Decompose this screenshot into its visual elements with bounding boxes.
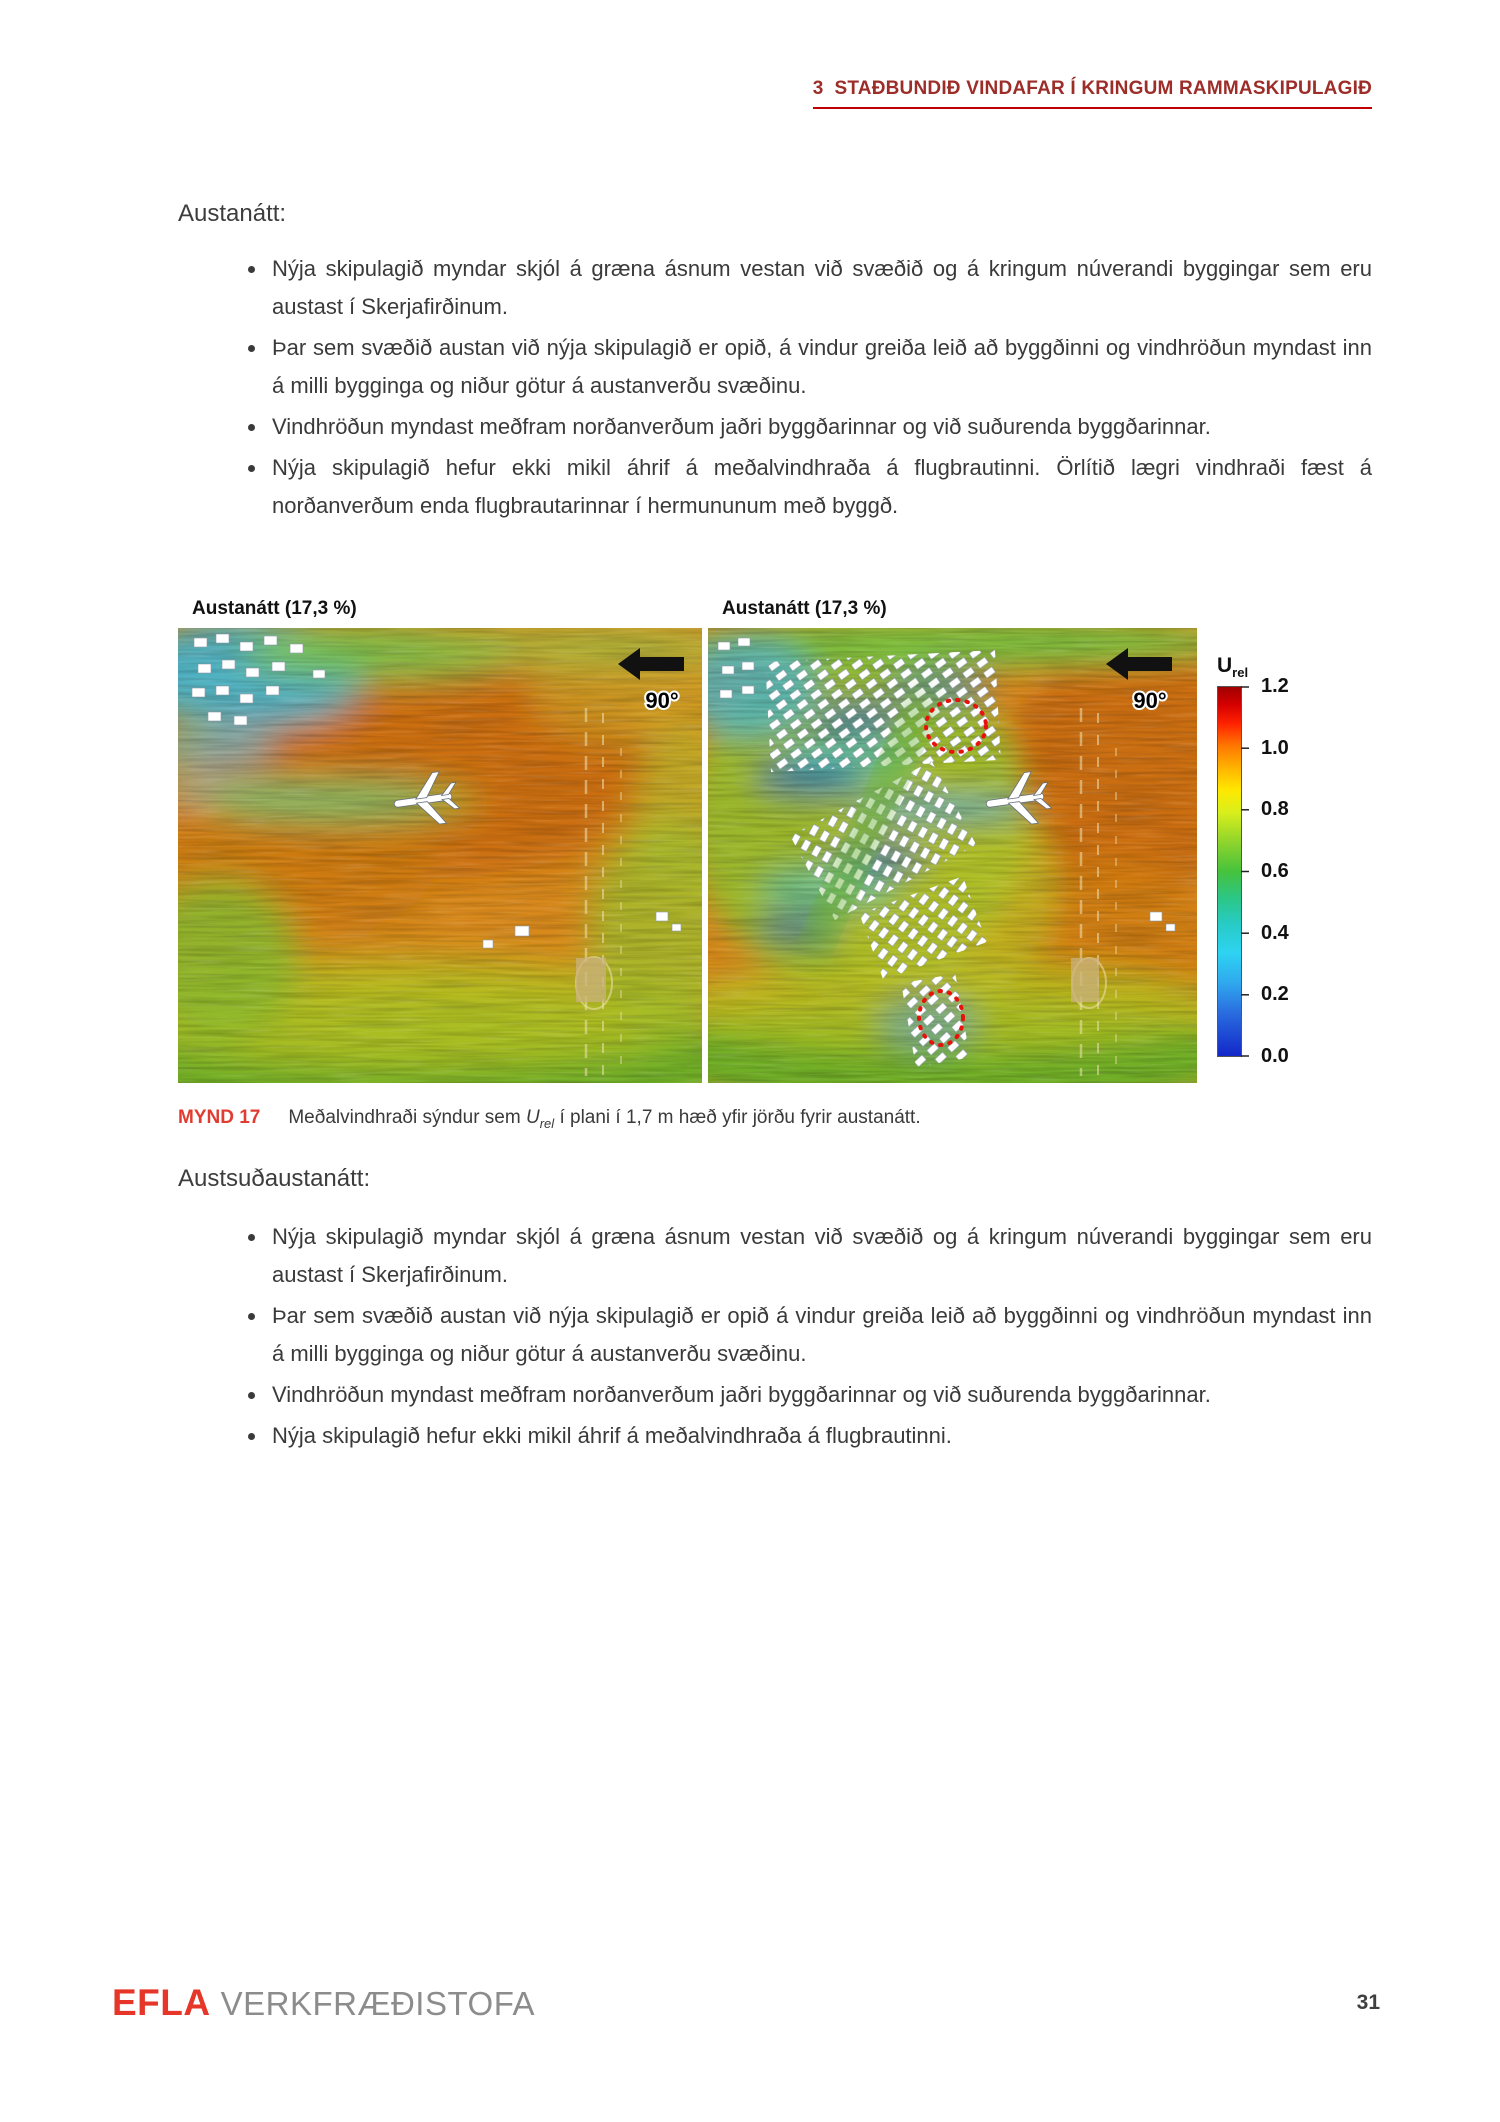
bullet-item: • Vindhröðun myndast meðfram norðanverðum jaðri byggðarinnar og við suðurenda byggðarinnar. bbox=[268, 1376, 1372, 1414]
figure-maps-row bbox=[178, 598, 1392, 1083]
colorbar-tick: 0.0 bbox=[1261, 1044, 1289, 1067]
right-map-column bbox=[708, 598, 1197, 1083]
bullet-item: • Þar sem svæðið austan við nýja skipulagið er opið, á vindur greiða leið að byggðinni og vindhröðun myndast inn á milli bygginga og niður götur á austanverðu svæðinu. bbox=[268, 329, 1372, 405]
bullet-list-austsudaustanatt bbox=[178, 1218, 1372, 1458]
page-footer bbox=[112, 1982, 1380, 2024]
bullet-item: • Vindhröðun myndast meðfram norðanverðum jaðri byggðarinnar og við suðurenda byggðarinnar. bbox=[268, 408, 1372, 446]
figure-caption-label: MYND 17 bbox=[178, 1107, 261, 1128]
left-map-column bbox=[178, 598, 702, 1083]
page-header bbox=[178, 78, 1372, 109]
colorbar-tick: 0.4 bbox=[1261, 921, 1289, 944]
figure-caption-text: Meðalvindhraði sýndur sem $U_{rel}$ í plani í 1,7 m hæð yfir jörðu fyrir austanátt. bbox=[288, 1107, 921, 1131]
colorbar-tick: 1.0 bbox=[1261, 736, 1289, 759]
wind-simulation-map-planned bbox=[708, 628, 1197, 1083]
efla-logo bbox=[112, 1982, 535, 2024]
page-number: 31 bbox=[1356, 1991, 1380, 2014]
figure-mynd-17 bbox=[178, 598, 1392, 1131]
colorbar-title: $U_{rel}$ bbox=[1217, 654, 1249, 681]
colorbar-tick: 0.2 bbox=[1261, 983, 1289, 1006]
figure-caption bbox=[178, 1107, 1392, 1131]
section-title-austanatt: Austanátt: bbox=[178, 200, 287, 227]
bullet-item: • Nýja skipulagið myndar skjól á græna ásnum vestan við svæðið og á kringum núverandi byggingar sem eru austast í Skerjafirðinum. bbox=[268, 250, 1372, 326]
colorbar-tick: 1.2 bbox=[1261, 675, 1289, 697]
bullet-item: • Nýja skipulagið hefur ekki mikil áhrif á meðalvindhraða á flugbrautinni. Örlítið lægri vindhraði fæst á norðanverðum enda flugbrautarinnar í hermununum með byggð. bbox=[268, 449, 1372, 525]
colorbar bbox=[1213, 598, 1333, 1083]
wind-angle-label: 90° bbox=[1133, 688, 1167, 713]
colorbar-tick: 0.6 bbox=[1261, 859, 1289, 882]
right-map-label: Austanátt (17,3 %) bbox=[722, 598, 887, 619]
wind-angle-label: 90° bbox=[645, 688, 679, 713]
left-map-label: Austanátt (17,3 %) bbox=[192, 598, 357, 619]
colorbar-tick-labels bbox=[1261, 676, 1289, 1066]
apron bbox=[1071, 958, 1099, 1002]
chapter-header: 3 STAÐBUNDIÐ VINDAFAR Í KRINGUM RAMMASKIPULAGIÐ bbox=[813, 78, 1372, 109]
wind-simulation-map-existing bbox=[178, 628, 702, 1083]
bullet-list-austanatt bbox=[178, 250, 1372, 528]
colorbar-tick: 0.8 bbox=[1261, 798, 1289, 821]
bullet-item: • Þar sem svæðið austan við nýja skipulagið er opið á vindur greiða leið að byggðinni og vindhröðun myndast inn á milli bygginga og niður götur á austanverðu svæðinu. bbox=[268, 1297, 1372, 1373]
efla-logo-suffix: VERKFRÆÐISTOFA bbox=[220, 1985, 536, 2022]
apron bbox=[576, 958, 606, 1002]
section-title-austsudaustanatt: Austsuðaustanátt: bbox=[178, 1165, 371, 1192]
bullet-item: • Nýja skipulagið hefur ekki mikil áhrif á meðalvindhraða á flugbrautinni. bbox=[268, 1417, 1372, 1455]
bullet-item: • Nýja skipulagið myndar skjól á græna ásnum vestan við svæðið og á kringum núverandi byggingar sem eru austast í Skerjafirðinum. bbox=[268, 1218, 1372, 1294]
colorbar-gradient bbox=[1217, 686, 1251, 1057]
efla-logo-text: EFLA bbox=[112, 1982, 211, 2023]
